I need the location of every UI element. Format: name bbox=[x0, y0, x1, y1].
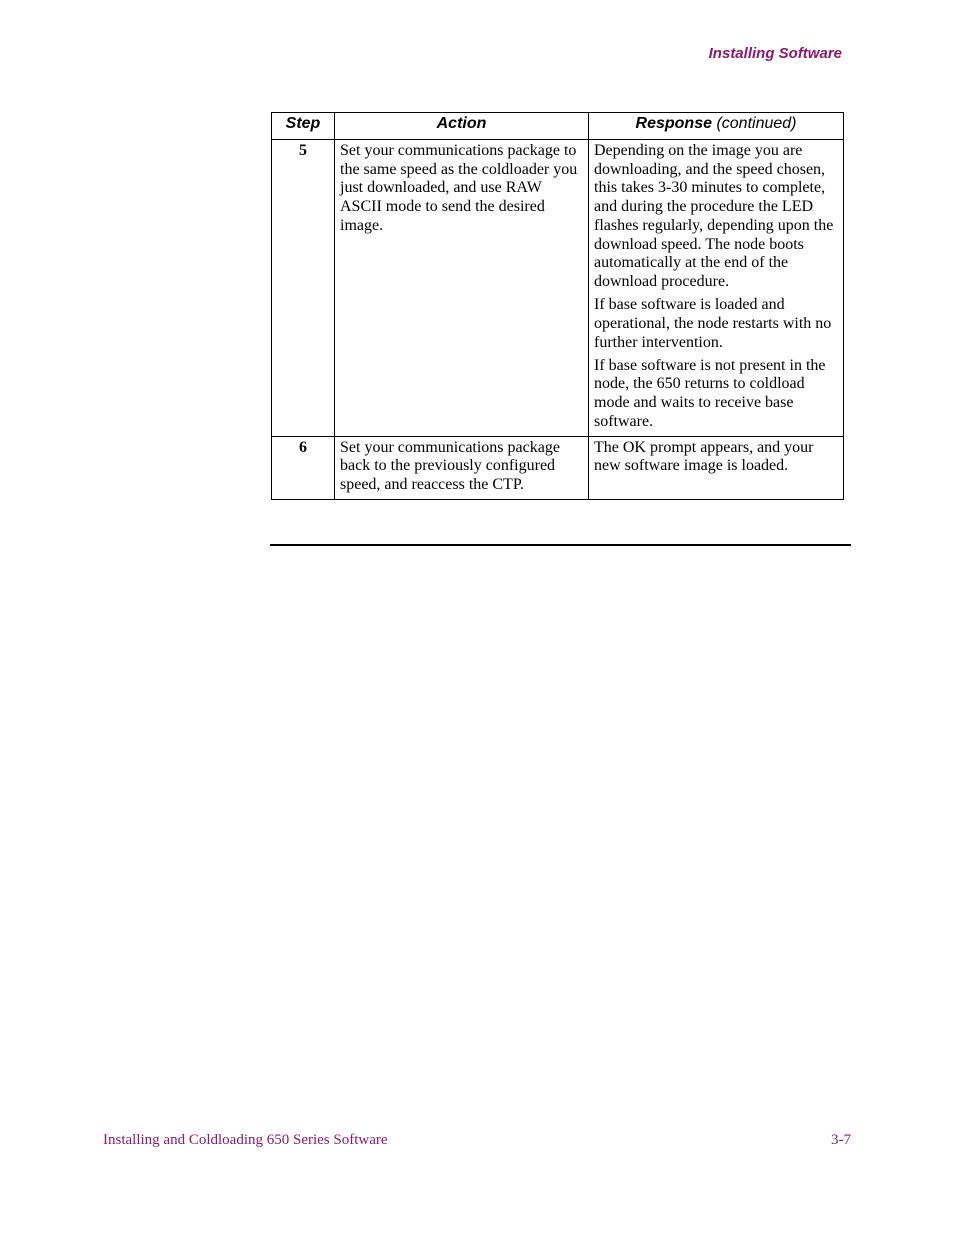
response-paragraph: Depending on the image you are downloading, and the speed chosen, this takes 3-30 minutes to complete, and during the procedure the LED flashes regularly, depending upon the download speed. The node boots automatically at the end of the download procedure. bbox=[594, 142, 834, 290]
response-header-label: Response bbox=[635, 115, 712, 132]
footer-document-title: Installing and Coldloading 650 Series Software bbox=[103, 1132, 388, 1148]
table-row bbox=[272, 436, 844, 499]
response-paragraph: The OK prompt appears, and your new software image is loaded. bbox=[594, 438, 814, 475]
column-header-response bbox=[589, 113, 844, 140]
table-header-row bbox=[272, 113, 844, 140]
running-header: Installing Software bbox=[708, 45, 842, 62]
continued-label: (continued) bbox=[716, 115, 797, 132]
footer-page-number: 3-7 bbox=[831, 1132, 851, 1148]
step-number: 5 bbox=[272, 140, 335, 437]
procedure-table bbox=[271, 112, 844, 500]
step-number: 6 bbox=[272, 436, 335, 499]
step-action: Set your communications package back to the previously configured speed, and reaccess the CTP. bbox=[335, 436, 589, 499]
response-paragraph: If base software is loaded and operational, the node restarts with no further intervention. bbox=[594, 296, 832, 351]
table-row bbox=[272, 140, 844, 437]
step-response bbox=[589, 436, 844, 499]
column-header-step: Step bbox=[272, 113, 335, 140]
response-paragraph: If base software is not present in the node, the 650 returns to coldload mode and waits to receive base software. bbox=[594, 356, 826, 430]
column-header-action: Action bbox=[335, 113, 589, 140]
step-action: Set your communications package to the same speed as the coldloader you just downloaded, and use RAW ASCII mode to send the desired image. bbox=[335, 140, 589, 437]
step-response bbox=[589, 140, 844, 437]
section-end-rule bbox=[270, 544, 851, 546]
